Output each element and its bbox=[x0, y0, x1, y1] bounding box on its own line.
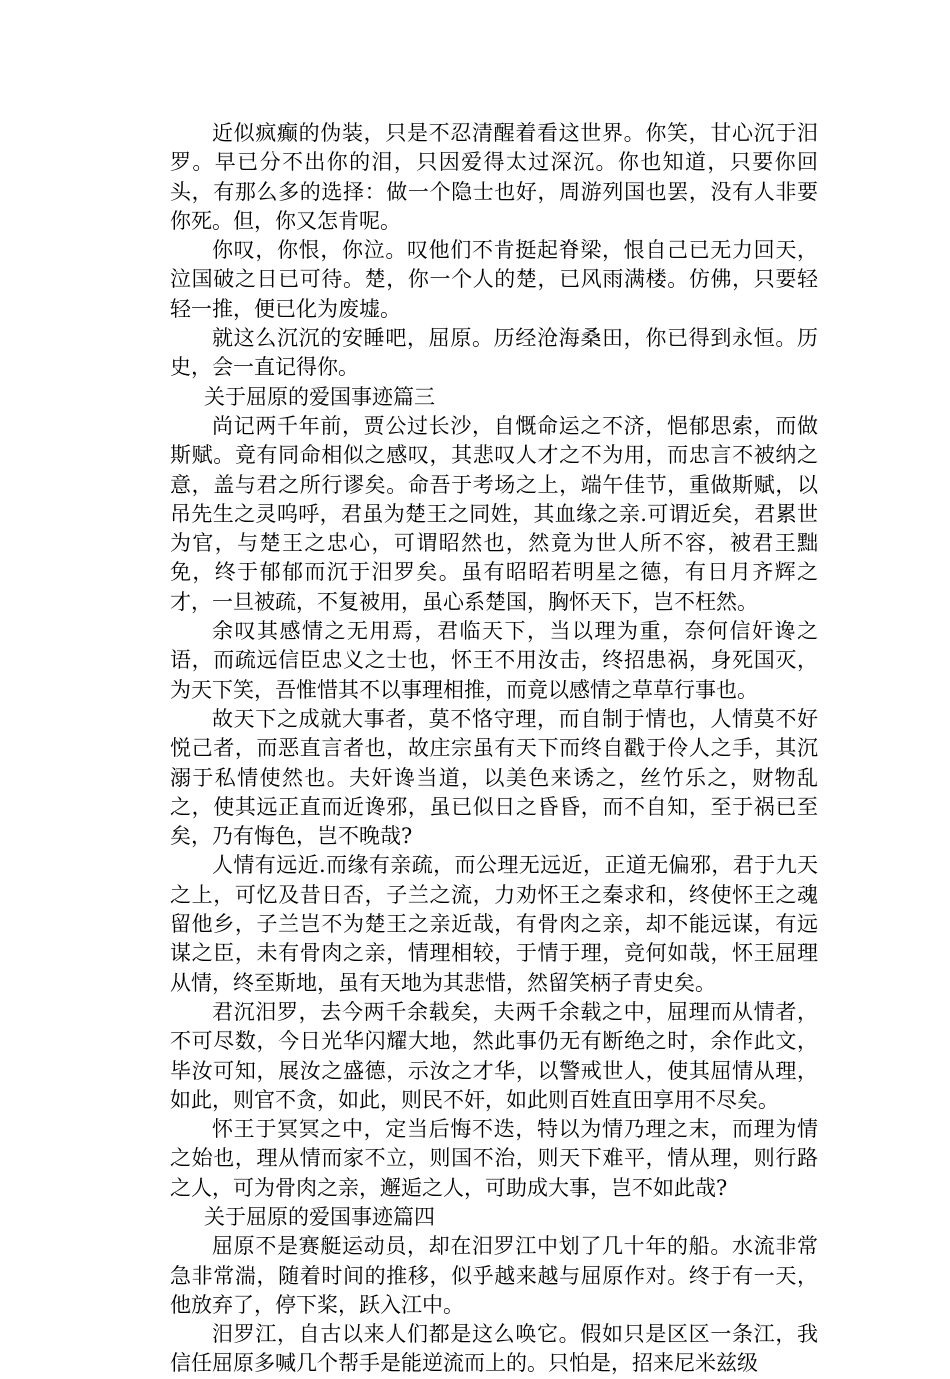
body-paragraph: 汨罗江，自古以来人们都是这么唤它。假如只是区区一条江，我信任屈原多喊几个帮手是能逆流而上的。只怕是，招来尼米兹级 bbox=[170, 1322, 818, 1376]
body-paragraph: 君沉汨罗，去今两千余载矣，夫两千余载之中，屈理而从情者，不可尽数，今日光华闪耀大地，然此事仍无有断绝之时，余作此文，毕汝可知，展汝之盛德，示汝之才华，以警戒世人，使其屈情从理，如此，则官不贪，如此，则民不奸，如此则百姓直田享用不尽矣。 bbox=[170, 999, 818, 1112]
body-paragraph: 怀王于冥冥之中，定当后悔不迭，特以为情乃理之末，而理为情之始也，理从情而家不立，则国不治，则天下难平，情从理，则行路之人，可为骨肉之亲，邂逅之人，可助成大事，岂不如此哉? bbox=[170, 1117, 818, 1200]
body-paragraph: 余叹其感情之无用焉，君临天下，当以理为重，奈何信奸谗之语，而疏远信臣忠义之士也，怀王不用汝击，终招患祸，身死国灭，为天下笑，吾惟惜其不以事理相推，而竟以感情之草草行事也。 bbox=[170, 619, 818, 702]
body-paragraph: 近似疯癫的伪装，只是不忍清醒着看这世界。你笑，甘心沉于汨罗。早已分不出你的泪，只因爱得太过深沉。你也知道，只要你回头，有那么多的选择：做一个隐士也好，周游列国也罢，没有人非要你死。但，你又怎肯呢。 bbox=[170, 121, 818, 233]
section-title: 关于屈原的爱国事迹篇四 bbox=[204, 1204, 435, 1229]
body-paragraph: 就这么沉沉的安睡吧，屈原。历经沧海桑田，你已得到永恒。历史，会一直记得你。 bbox=[170, 326, 818, 380]
section-title: 关于屈原的爱国事迹篇三 bbox=[204, 384, 435, 409]
body-paragraph: 你叹，你恨，你泣。叹他们不肯挺起脊梁，恨自己已无力回天，泣国破之日已可待。楚，你一个人的楚，已风雨满楼。仿佛，只要轻轻一推，便已化为废墟。 bbox=[170, 238, 818, 321]
document-body bbox=[170, 119, 818, 1379]
body-paragraph: 屈原不是赛艇运动员，却在汨罗江中划了几十年的船。水流非常急非常湍，随着时间的推移，似乎越来越与屈原作对。终于有一天，他放弃了，停下桨，跃入江中。 bbox=[170, 1234, 818, 1317]
body-paragraph: 尚记两千年前，贾公过长沙，自慨命运之不济，悒郁思索，而做斯赋。竟有同命相似之感叹，其悲叹人才之不为用，而忠言不被纳之意，盖与君之所行谬矣。命吾于考场之上，端午佳节，重做斯赋，以吊先生之灵呜呼，君虽为楚王之同姓，其血缘之亲.可谓近矣，君累世为官，与楚王之忠心，可谓昭然也，然竟为世人所不容，被君王黜免，终于郁郁而沉于汨罗矣。虽有昭昭若明星之德，有日月齐辉之才，一旦被疏，不复被用，虽心系楚国，胸怀天下，岂不枉然。 bbox=[170, 413, 818, 614]
body-paragraph: 故天下之成就大事者，莫不恪守理，而自制于情也，人情莫不好悦己者，而恶直言者也，故庄宗虽有天下而终自戳于伶人之手，其沉溺于私情使然也。夫奸谗当道，以美色来诱之，丝竹乐之，财物乱之，使其远正直而近谗邪，虽已似日之昏昏，而不自知，至于祸已至矣，乃有悔色，岂不晚哉? bbox=[170, 706, 818, 849]
body-paragraph: 人情有远近.而缘有亲疏，而公理无远近，正道无偏邪，君于九天之上，可忆及昔日否，子兰之流，力劝怀王之秦求和，终使怀王之魂留他乡，子兰岂不为楚王之亲近哉，有骨肉之亲，却不能远谋，有远谋之臣，未有骨肉之亲，情理相较，于情于理，竞何如哉，怀王屈理从情，终至斯地，虽有天地为其悲惜，然留笑柄子青史矣。 bbox=[170, 853, 818, 995]
